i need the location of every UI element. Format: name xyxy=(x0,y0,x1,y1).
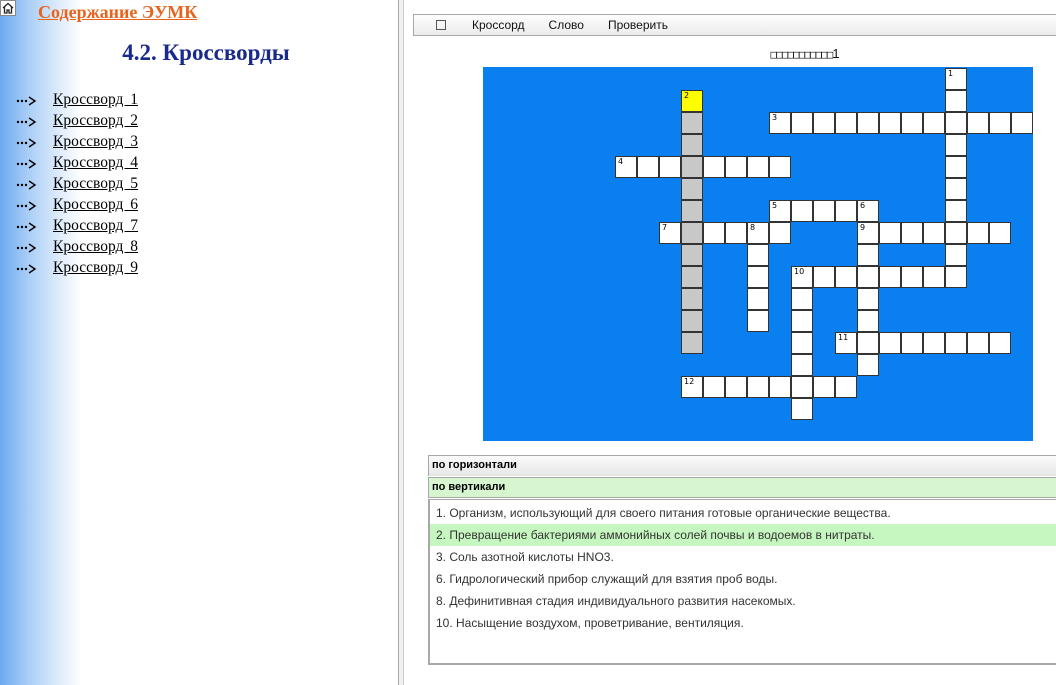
list-item xyxy=(15,110,138,131)
cell-number: 5 xyxy=(772,201,778,210)
crossword-cell[interactable] xyxy=(681,288,703,310)
arrow-bullet-icon xyxy=(15,220,37,232)
cell-number: 11 xyxy=(838,333,849,342)
crossword-cell[interactable] xyxy=(791,112,813,134)
crossword-cell[interactable] xyxy=(681,90,703,112)
crossword-cell[interactable] xyxy=(791,288,813,310)
crossword-cell[interactable] xyxy=(703,156,725,178)
crossword-cell[interactable] xyxy=(945,134,967,156)
crossword-link-3[interactable]: Кроссворд 3 xyxy=(53,132,139,150)
crossword-cell[interactable] xyxy=(747,244,769,266)
arrow-bullet-icon xyxy=(15,262,37,274)
menu-box-icon[interactable] xyxy=(436,20,446,30)
crossword-cell[interactable] xyxy=(945,244,967,266)
home-icon[interactable] xyxy=(0,0,16,16)
crossword-cell[interactable] xyxy=(901,222,923,244)
crossword-cell[interactable] xyxy=(791,266,813,288)
crossword-cell[interactable] xyxy=(703,222,725,244)
crossword-cell[interactable] xyxy=(857,244,879,266)
menu-item-crossword[interactable]: Кроссорд xyxy=(472,18,525,32)
cell-number: 12 xyxy=(684,377,695,386)
crossword-cell[interactable] xyxy=(769,376,791,398)
crossword-cell[interactable] xyxy=(835,266,857,288)
crossword-list xyxy=(15,89,138,278)
crossword-cell[interactable] xyxy=(791,398,813,420)
crossword-cell[interactable] xyxy=(1011,112,1033,134)
left-frame xyxy=(0,0,398,685)
crossword-cell[interactable] xyxy=(725,156,747,178)
crossword-cell[interactable] xyxy=(637,156,659,178)
arrow-bullet-icon xyxy=(15,178,37,190)
crossword-cell[interactable] xyxy=(791,200,813,222)
arrow-bullet-icon xyxy=(15,157,37,169)
crossword-cell[interactable] xyxy=(835,200,857,222)
crossword-cell[interactable] xyxy=(989,332,1011,354)
arrow-bullet-icon xyxy=(15,199,37,211)
list-item xyxy=(15,215,138,236)
crossword-cell[interactable] xyxy=(791,376,813,398)
crossword-cell[interactable] xyxy=(923,332,945,354)
cell-number: 1 xyxy=(948,69,954,78)
crossword-link-8[interactable]: Кроссворд 8 xyxy=(53,237,139,255)
arrow-bullet-icon xyxy=(15,94,37,106)
clue-item[interactable]: 1. Организм, использующий для своего питания готовые органические вещества. xyxy=(436,506,891,520)
crossword-cell[interactable] xyxy=(945,90,967,112)
crossword-cell[interactable] xyxy=(857,310,879,332)
crossword-link-1[interactable]: Кроссворд 1 xyxy=(53,90,139,108)
cell-number: 8 xyxy=(750,223,756,232)
page-title: 4.2. Кроссворды xyxy=(122,40,290,65)
crossword-cell[interactable] xyxy=(967,332,989,354)
crossword-cell[interactable] xyxy=(725,222,747,244)
crossword-cell[interactable] xyxy=(681,134,703,156)
clue-item[interactable]: 8. Дефинитивная стадия индивидуального развития насекомых. xyxy=(436,594,796,608)
crossword-cell[interactable] xyxy=(967,112,989,134)
crossword-cell[interactable] xyxy=(681,178,703,200)
crossword-link-5[interactable]: Кроссворд 5 xyxy=(53,174,139,192)
crossword-cell[interactable] xyxy=(857,266,879,288)
cell-number: 4 xyxy=(618,157,624,166)
crossword-cell[interactable] xyxy=(615,156,637,178)
crossword-cell[interactable] xyxy=(857,222,879,244)
crossword-cell[interactable] xyxy=(989,112,1011,134)
arrow-bullet-icon xyxy=(15,241,37,253)
crossword-cell[interactable] xyxy=(923,266,945,288)
crossword-cell[interactable] xyxy=(659,156,681,178)
crossword-cell[interactable] xyxy=(681,310,703,332)
crossword-cell[interactable] xyxy=(813,200,835,222)
crossword-cell[interactable] xyxy=(857,200,879,222)
crossword-cell[interactable] xyxy=(813,112,835,134)
crossword-cell[interactable] xyxy=(769,200,791,222)
crossword-cell[interactable] xyxy=(681,332,703,354)
menu-item-check[interactable]: Проверить xyxy=(607,18,668,32)
crossword-cell[interactable] xyxy=(923,222,945,244)
crossword-cell[interactable] xyxy=(703,376,725,398)
clue-item[interactable]: 3. Соль азотной кислоты HNO3. xyxy=(436,550,614,564)
crossword-cell[interactable] xyxy=(901,266,923,288)
crossword-cell[interactable] xyxy=(835,332,857,354)
crossword-cell[interactable] xyxy=(879,112,901,134)
arrow-bullet-icon xyxy=(15,136,37,148)
list-item xyxy=(15,194,138,215)
crossword-cell[interactable] xyxy=(681,266,703,288)
crossword-cell[interactable] xyxy=(791,310,813,332)
crossword-cell[interactable] xyxy=(747,156,769,178)
crossword-cell[interactable] xyxy=(769,112,791,134)
crossword-cell[interactable] xyxy=(989,222,1011,244)
cell-number: 9 xyxy=(860,223,866,232)
crossword-cell[interactable] xyxy=(945,222,967,244)
crossword-cell[interactable] xyxy=(945,332,967,354)
list-item xyxy=(15,131,138,152)
crossword-cell[interactable] xyxy=(901,112,923,134)
crossword-cell[interactable] xyxy=(901,332,923,354)
crossword-cell[interactable] xyxy=(945,200,967,222)
crossword-cell[interactable] xyxy=(945,156,967,178)
crossword-cell[interactable] xyxy=(857,288,879,310)
crossword-cell[interactable] xyxy=(857,332,879,354)
crossword-cell[interactable] xyxy=(879,332,901,354)
crossword-cell[interactable] xyxy=(681,112,703,134)
crossword-cell[interactable] xyxy=(747,310,769,332)
crossword-cell[interactable] xyxy=(879,222,901,244)
clue-list xyxy=(428,499,1056,665)
menu-bar xyxy=(413,14,1056,36)
crossword-board xyxy=(483,67,1033,441)
crossword-cell[interactable] xyxy=(945,68,967,90)
crossword-cell[interactable] xyxy=(659,222,681,244)
tab-down[interactable]: по вертикали xyxy=(428,477,1056,498)
crossword-cell[interactable] xyxy=(945,178,967,200)
crossword-cell[interactable] xyxy=(967,222,989,244)
cell-number: 6 xyxy=(860,201,866,210)
crossword-cell[interactable] xyxy=(681,376,703,398)
list-item xyxy=(15,257,138,278)
crossword-cell[interactable] xyxy=(945,266,967,288)
crossword-cell[interactable] xyxy=(747,376,769,398)
crossword-link-7[interactable]: Кроссворд 7 xyxy=(53,216,139,234)
crossword-cell[interactable] xyxy=(769,156,791,178)
crossword-cell[interactable] xyxy=(835,376,857,398)
tab-across[interactable]: по горизонтали xyxy=(428,455,1056,476)
list-item xyxy=(15,89,138,110)
crossword-cell[interactable] xyxy=(681,156,703,178)
crossword-cell[interactable] xyxy=(945,112,967,134)
crossword-cell[interactable] xyxy=(725,376,747,398)
crossword-link-6[interactable]: Кроссворд 6 xyxy=(53,195,139,213)
crossword-cell[interactable] xyxy=(769,222,791,244)
crossword-cell[interactable] xyxy=(835,112,857,134)
crossword-cell[interactable] xyxy=(791,332,813,354)
menu-item-word[interactable]: Слово xyxy=(548,18,584,32)
crossword-title xyxy=(483,46,1056,61)
crossword-cell[interactable] xyxy=(681,200,703,222)
crossword-title-number: 1 xyxy=(832,46,840,61)
crossword-cell[interactable] xyxy=(747,288,769,310)
crossword-grid xyxy=(483,67,1033,441)
cell-number: 7 xyxy=(662,223,668,232)
list-item xyxy=(15,236,138,257)
crossword-title-text: □□□□□□□□□□□ xyxy=(770,48,833,61)
crossword-cell[interactable] xyxy=(747,222,769,244)
toc-link[interactable]: Содержание ЭУМК xyxy=(38,2,198,22)
crossword-cell[interactable] xyxy=(879,266,901,288)
crossword-link-2[interactable]: Кроссворд 2 xyxy=(53,111,139,129)
cell-number: 10 xyxy=(794,267,805,276)
crossword-cell[interactable] xyxy=(813,266,835,288)
clue-item[interactable]: 10. Насыщение воздухом, проветривание, вентиляция. xyxy=(436,616,744,630)
crossword-cell[interactable] xyxy=(857,354,879,376)
crossword-cell[interactable] xyxy=(681,222,703,244)
arrow-bullet-icon xyxy=(15,115,37,127)
list-item xyxy=(15,173,138,194)
crossword-cell[interactable] xyxy=(681,244,703,266)
list-item xyxy=(15,152,138,173)
crossword-cell[interactable] xyxy=(813,376,835,398)
clue-item[interactable]: 6. Гидрологический прибор служащий для взятия проб воды. xyxy=(436,572,778,586)
crossword-link-4[interactable]: Кроссворд 4 xyxy=(53,153,139,171)
crossword-cell[interactable] xyxy=(857,112,879,134)
crossword-link-9[interactable]: Кроссворд 9 xyxy=(53,258,139,276)
crossword-cell[interactable] xyxy=(747,266,769,288)
clue-item[interactable]: 2. Превращение бактериями аммонийных солей почвы и водоемов в нитраты. xyxy=(430,524,1056,546)
right-frame xyxy=(404,0,1056,685)
cell-number: 3 xyxy=(772,113,778,122)
clue-panel xyxy=(428,455,1056,665)
cell-number: 2 xyxy=(684,91,690,100)
crossword-cell[interactable] xyxy=(923,112,945,134)
crossword-cell[interactable] xyxy=(791,354,813,376)
